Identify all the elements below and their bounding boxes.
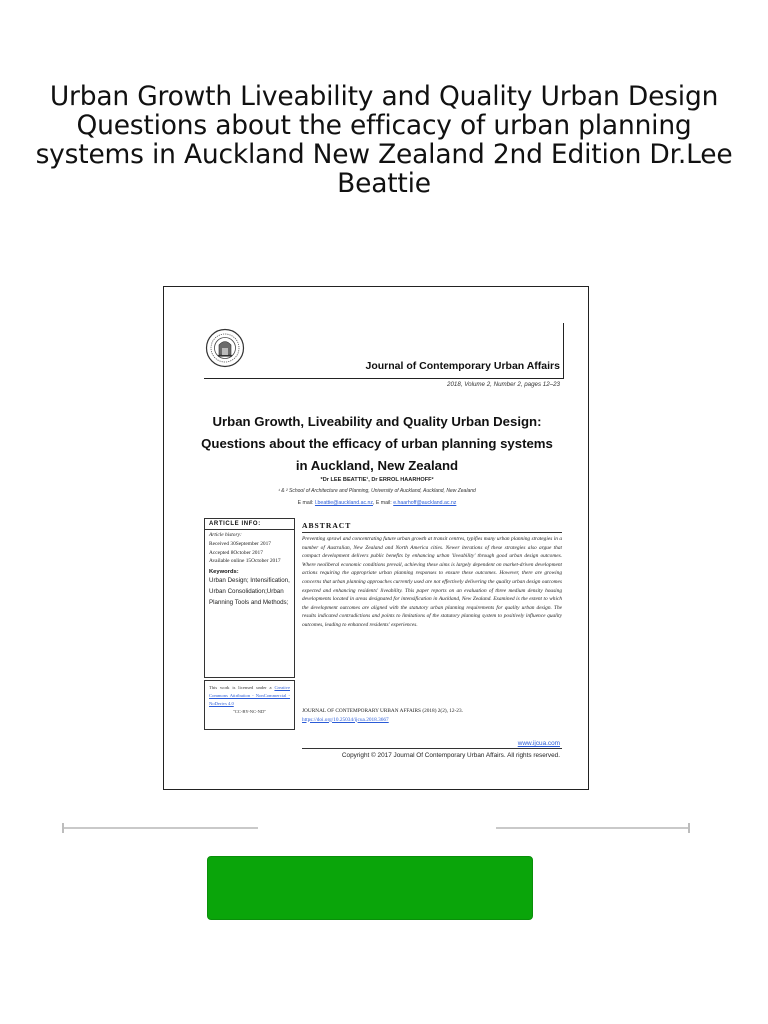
- license-link: Creative Commons Attribution - NonCommercial - NoDerivs 4.0: [209, 685, 290, 706]
- copyright-notice: Copyright © 2017 Journal Of Contemporary Urban Affairs. All rights reserved.: [341, 752, 560, 759]
- page-title: Urban Growth Liveability and Quality Urban Design Questions about the efficacy of urban planning systems in Auckland New Zealand 2nd Edition Dr.Lee Beattie: [35, 81, 733, 199]
- citation: [302, 707, 562, 724]
- journal-issue: 2018, Volume 2, Number 2, pages 12–23: [447, 381, 560, 388]
- email-link-2: e.haarhoff@auckland.ac.nz: [393, 500, 457, 506]
- doi-link: https://doi.org/10.25034/ijcua.2018.3667: [302, 716, 389, 723]
- license-code: "CC-BY-NC-ND": [232, 709, 267, 714]
- header-rule-vertical: [563, 323, 564, 379]
- journal-seal-logo: [205, 328, 245, 368]
- right-divider-slider: [496, 823, 690, 833]
- article-authors: *Dr LEE BEATTIE¹, Dr ERROL HAARHOFF²: [320, 477, 434, 483]
- license-box: [204, 680, 295, 730]
- keywords-text: Urban Design; Intensification, Urban Consolidation;Urban Planning Tools and Methods;: [209, 576, 290, 606]
- journal-site-url: www.ijcua.com: [517, 740, 560, 747]
- license-text: This work is licensed under a: [209, 685, 272, 690]
- history-accepted: Accepted 8October 2017: [209, 549, 263, 556]
- abstract-body: Preventing sprawl and concentrating future urban growth at transit centres, typifies many urban planning strategies in a number of Australian, New Zealand and North America cities. Newer iterations of these strategies also argue that compact development delivers public benefits by enhancing urban 'liveability' through good urban design outcomes. Where neoliberal economic conditions prevail, achieving these aims is largely dependent on market-driven development actions requiring the appropriate urban planning responses to ensure these outcomes. However, there are growing concerns that urban planning approaches currently used are not effectively delivering the quality urban design outcomes expected and enhancing residents' liveability. This paper reports on an evaluation of three medium density housing developments located in areas designated for intensification in Auckland, New Zealand. Examined is the extent to which the development outcomes are aligned with the statutory urban planning requirements for quality urban design. The results indicated contradictions and points to limitations of the statutory planning system to positively influence quality outcomes, leading to enhanced residents' experiences.: [302, 536, 562, 628]
- email-separator: , E mail:: [373, 500, 392, 506]
- copyright-rule: [302, 748, 562, 749]
- article-title: Urban Growth, Liveability and Quality Urban Design: Questions about the efficacy of urban planning systems in Auckland, New Zealand: [201, 414, 553, 473]
- article-info-box: [204, 518, 295, 678]
- left-divider-track: [62, 827, 258, 829]
- abstract-rule: [302, 532, 562, 533]
- citation-text: JOURNAL OF CONTEMPORARY URBAN AFFAIRS (2018) 2(2), 12-23.: [302, 708, 463, 714]
- author-affiliation: ¹ & ² School of Architecture and Planning, University of Auckland, Auckland, New Zealand: [278, 488, 476, 494]
- article-info-heading: ARTICLE INFO:: [205, 521, 294, 530]
- email-link-1: l.beattie@auckland.ac.nz: [314, 500, 373, 506]
- left-divider-cap: [62, 823, 64, 833]
- document-cover-image[interactable]: [163, 286, 589, 790]
- header-rule-horizontal: [204, 378, 564, 379]
- abstract-heading: ABSTRACT: [302, 521, 352, 530]
- keywords-label: Keywords:: [209, 568, 239, 575]
- left-divider-slider: [62, 823, 258, 833]
- right-divider-track: [496, 827, 690, 829]
- email-label: E mail:: [297, 500, 314, 506]
- download-button[interactable]: [207, 856, 533, 920]
- right-divider-cap: [688, 823, 690, 833]
- journal-name: Journal of Contemporary Urban Affairs: [365, 360, 560, 372]
- history-received: Received 30September 2017: [209, 541, 271, 547]
- article-history-label: Article history:: [209, 532, 242, 538]
- author-emails: [194, 500, 560, 506]
- history-available: Available online 15October 2017: [209, 558, 281, 564]
